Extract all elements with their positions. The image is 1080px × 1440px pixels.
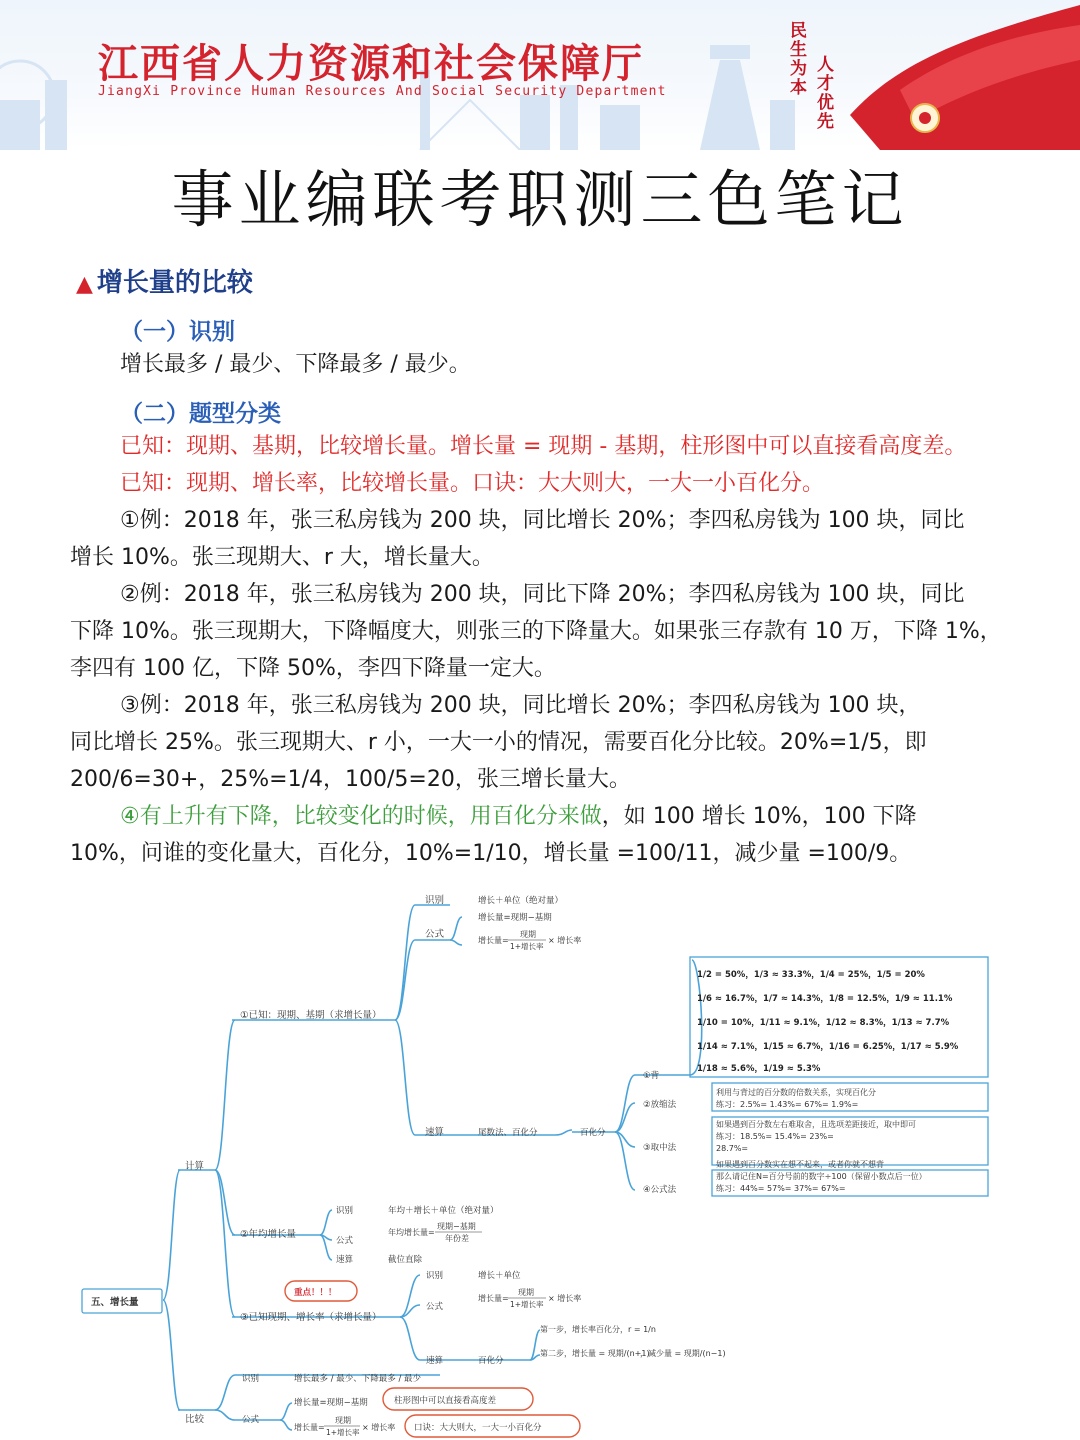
mm-mid-text: 如果遇到百分数左右难取舍，且选项差距接近，取中即可 [716, 1120, 916, 1129]
mm-mid-practice-2: 28.7%= [716, 1144, 749, 1153]
mm-c-f2num: 现期 [335, 1416, 351, 1425]
mm-c-f2-note: 口诀：大大则大，一大一小百化分 [414, 1423, 542, 1433]
subheading-types: （二）题型分类 [120, 401, 281, 427]
example-3-line-3: 200/6=30+，25%=1/4，100/5=20，张三增长量大。 [70, 767, 631, 792]
example-1-line-1: ①例：2018 年，张三私房钱为 200 块，同比增长 20%；李四私房钱为 100 块，同比 [120, 508, 965, 533]
example-2-line-3: 李四有 100 亿，下降 50%，李四下降量一定大。 [70, 656, 556, 681]
mm-calc: 计算 [185, 1161, 205, 1172]
mm-n1-f2b: × 增长率 [548, 936, 582, 945]
mm-n3-ident: 识别 [426, 1271, 444, 1281]
mm-n1-ident-v: 增长＋单位（绝对量） [478, 896, 564, 906]
mm-n1-f2den: 1+增长率 [510, 942, 544, 951]
mm-n3-fnum: 现期 [518, 1288, 534, 1297]
example-4-rest: ，如 100 增长 10%，100 下降 [601, 804, 917, 829]
mm-node-1: ①已知：现期、基期（求增长量） [240, 1010, 382, 1021]
mm-key-badge: 重点！！！ [294, 1288, 337, 1298]
mm-n3-fa: 增长量= [478, 1294, 509, 1303]
mm-formula-method: ④公式法 [643, 1185, 677, 1195]
mm-n2-fa: 年均增长量= [388, 1228, 435, 1237]
mm-n1-formula: 公式 [425, 929, 445, 940]
slogan-right: 人才优先 [817, 55, 834, 132]
mm-scale: ②放缩法 [643, 1100, 677, 1110]
mm-n2-ident: 识别 [336, 1206, 354, 1216]
mm-node-2: ②年均增长量 [240, 1229, 297, 1240]
mm-n1-f2a: 增长量= [478, 936, 509, 945]
type-rule-2: 已知：现期、增长率，比较增长量。口诀：大大则大，一大一小百化分。 [120, 471, 825, 496]
mm-c-f1-note: 柱形图中可以直接看高度差 [394, 1396, 497, 1406]
mm-mid: ③取中法 [643, 1143, 677, 1153]
mm-n2-fden: 年份差 [445, 1234, 469, 1243]
example-3-line-1: ③例：2018 年，张三私房钱为 200 块，同比增长 20%；李四私房钱为 100 块， [120, 693, 921, 718]
mm-step-2b: ，减少量 = 现期/(n−1) [640, 1349, 726, 1358]
mm-mid-practice-1: 练习：18.5%= 15.4%= 23%= [716, 1132, 834, 1141]
mm-frac-row-3: 1/10 = 10%，1/11 ≈ 9.1%，1/12 ≈ 8.3%，1/13 ≈ 7.7% [697, 1018, 950, 1028]
mm-formula-text-1: 如果遇到百分数实在想不起来，或者你就不想背 [716, 1160, 884, 1169]
mm-c-f2b: × 增长率 [362, 1423, 396, 1432]
mm-n2-fast: 速算 [336, 1255, 354, 1265]
mm-compare: 比较 [185, 1414, 205, 1425]
example-2-line-2: 下降 10%。张三现期大，下降幅度大，则张三的下降量大。如果张三存款有 10 万，下降 1%， [70, 619, 1002, 644]
mm-frac-row-1: 1/2 = 50%，1/3 ≈ 33.3%，1/4 = 25%，1/5 = 20% [697, 970, 925, 980]
mm-n1-f2num: 现期 [520, 930, 536, 939]
header-banner [0, 0, 1080, 150]
mm-n3-fast-v: 百化分 [478, 1356, 504, 1366]
identify-text: 增长最多 / 最少、下降最多 / 最少。 [120, 352, 471, 377]
mm-step-1: 第一步，增长率百化分，r = 1/n [540, 1325, 656, 1334]
mm-root: 五、增长量 [91, 1297, 139, 1308]
mm-node-3: ③已知现期、增长率（求增长量） [240, 1312, 382, 1323]
example-4-highlight: ④有上升有下降，比较变化的时候，用百化分来做 [120, 804, 602, 829]
mm-step-2a: 第二步，增长量 = 现期/(n+1) [540, 1349, 650, 1358]
mm-n1-fast-v: 尾数法、百化分 [478, 1128, 538, 1138]
mm-n2-ident-v: 年均＋增长＋单位（绝对量） [388, 1206, 499, 1216]
mm-frac-row-4: 1/14 ≈ 7.1%，1/15 ≈ 6.7%，1/16 = 6.25%，1/17 ≈ 5.9% [697, 1042, 959, 1052]
mm-c-formula: 公式 [242, 1415, 260, 1425]
mm-n1-fast: 速算 [425, 1127, 445, 1138]
mm-c-ident: 识别 [242, 1374, 260, 1384]
example-4-line-2: 10%，问谁的变化量大，百化分，10%=1/10，增长量 =100/11，减少量 =100/9。 [70, 841, 912, 866]
mm-c-f1: 增长量=现期−基期 [294, 1398, 368, 1408]
example-2-line-1: ②例：2018 年，张三私房钱为 200 块，同比下降 20%；李四私房钱为 100 块，同比 [120, 582, 965, 607]
mm-c-ident-v: 增长最多 / 最少、下降最多 / 最少 [294, 1374, 422, 1384]
mm-c-f2a: 增长量= [294, 1423, 325, 1432]
triangle-marker-icon: ▲ [76, 272, 93, 297]
mm-frac-row-5: 1/18 ≈ 5.6%，1/19 ≈ 5.3% [697, 1064, 821, 1074]
mm-scale-text: 利用与背过的百分数的倍数关系，实现百化分 [716, 1088, 876, 1097]
mm-n2-fast-v: 截位直除 [388, 1255, 423, 1265]
section-heading [76, 262, 253, 299]
example-4-line-1 [120, 798, 917, 835]
mm-frac-row-2: 1/6 ≈ 16.7%，1/7 ≈ 14.3%，1/8 = 12.5%，1/9 ≈ 11.1% [697, 994, 953, 1004]
section-title: 增长量的比较 [96, 268, 253, 298]
mm-n3-fast: 速算 [426, 1356, 444, 1366]
slogan-left: 民生为本 [790, 21, 807, 98]
red-flag-emblem [840, 0, 1080, 150]
mm-c-f2den: 1+增长率 [326, 1428, 360, 1437]
mm-n3-fb: × 增长率 [548, 1294, 582, 1303]
mm-recite: ①背 [643, 1071, 660, 1081]
example-3-line-2: 同比增长 25%。张三现期大、r 小，一大一小的情况，需要百化分比较。20%=1/5，即 [70, 730, 927, 755]
example-1-line-2: 增长 10%。张三现期大、r 大，增长量大。 [70, 545, 494, 570]
mm-n2-formula: 公式 [336, 1236, 354, 1246]
page-title: 事业编联考职测三色笔记 [171, 163, 909, 236]
mm-formula-text-2: 那么请记住N=百分号前的数字÷100（保留小数点后一位） [716, 1172, 927, 1181]
mm-n3-fden: 1+增长率 [510, 1300, 544, 1309]
mm-n1-ident: 识别 [425, 895, 445, 906]
mm-n1-f1: 增长量=现期−基期 [478, 913, 552, 923]
type-rule-1: 已知：现期、基期，比较增长量。增长量 = 现期 - 基期，柱形图中可以直接看高度差。 [120, 434, 967, 459]
header-subtitle: JiangXi Province Human Resources And Social Security Department [98, 84, 667, 99]
mm-formula-practice: 练习：44%= 57%= 37%= 67%= [716, 1184, 846, 1193]
mm-n3-ident-v: 增长＋单位 [478, 1271, 521, 1281]
mm-n2-fnum: 现期−基期 [437, 1222, 476, 1231]
mm-bhf: 百化分 [580, 1128, 606, 1138]
subheading-identify: （一）识别 [120, 319, 235, 345]
mm-scale-practice: 练习：2.5%= 1.43%= 67%= 1.9%= [716, 1100, 859, 1109]
mind-map [0, 885, 1080, 1440]
mm-n3-formula: 公式 [426, 1302, 444, 1312]
header-title: 江西省人力资源和社会保障厅 [98, 40, 644, 87]
